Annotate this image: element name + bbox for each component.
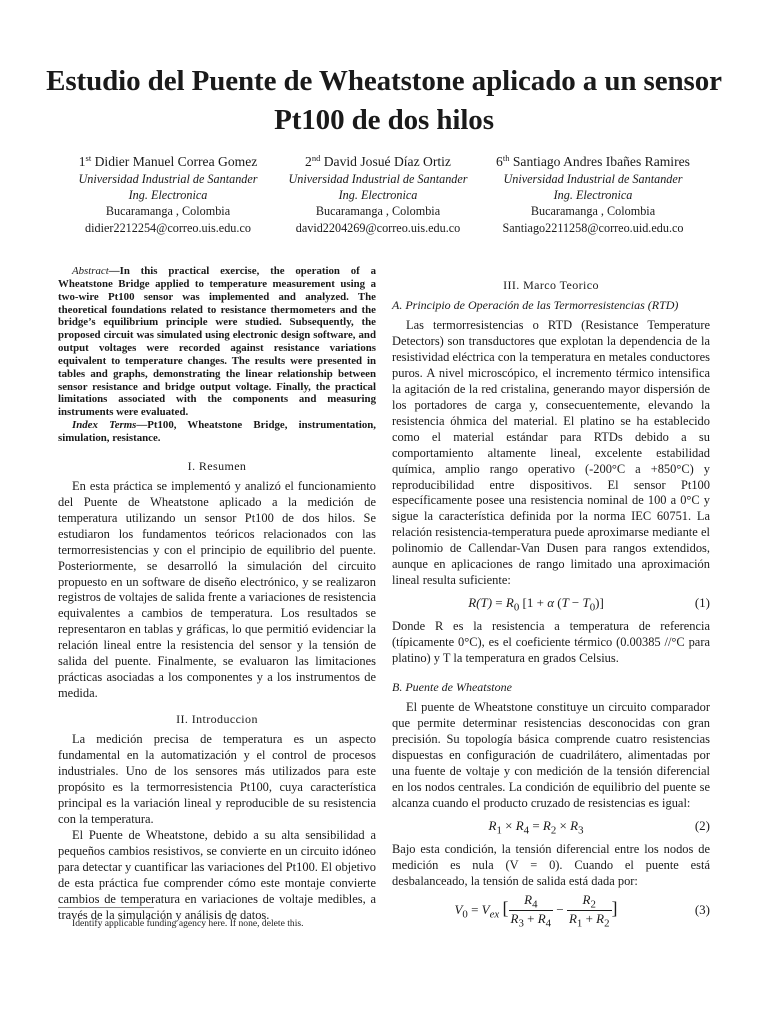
right-column [392,265,710,934]
resumen-paragraph: En esta práctica se implementó y analizó el funcionamiento del Puente de Wheatstone aplicado a la medición de temperatura utilizando un sensor Pt100 de dos hilos. Se estudiaron los fundamentos teóricos relacionados con las termorresistencias y con el principio de equilibrio del puente. Posteriormente, se desarrolló la simulación del circuito propuesto en un software de diseño electrónico, y se realizaron registros de voltajes de salida frente a variaciones de resistencia equivalentes a cambios de temperatura. Los resultados se representaron en tablas y gráficas, lo que permitió evidenciar la relación lineal entre la resistencia del sensor y la tensión de salida del puente. Finalmente, se evaluaron las limitaciones prácticas asociadas a los componentes y a los instrumentos de medida. [58,478,376,701]
author-location: Bucaramanga , Colombia [530,204,656,219]
equation-2-number: (2) [694,817,710,833]
author-2 [268,153,488,236]
author-department: Ing. Electronica [553,188,633,203]
author-name [268,153,488,171]
wheatstone-unbalanced: Bajo esta condición, la tensión diferencial entre los nodos de medición es nula (V = 0). Cuando el puente está desbalanceado, la tensión de salida está dada por: [392,841,710,888]
index-terms [58,419,376,445]
equation-1-number: (1) [694,595,710,611]
equation-3-formula: $V_0 = V_{ex}$ [ $\frac{R_4}{R_3 + R_4}$ − $\frac{R_2}{R_1 + R_2}$ ] [454,891,618,930]
introduccion-paragraph: La medición precisa de temperatura es un aspecto fundamental en la automatización y el control de procesos industriales. Uno de los sensores más utilizados para este propósito es la termorresistencia Pt100, cuya característica principal es la variación lineal y reproducible de su resistencia con la temperatura. [58,732,376,826]
section-heading-resumen: I. Resumen [187,458,247,473]
author-ordinal: 1 [78,154,86,169]
author-department: Ing. Electronica [338,188,418,203]
equation-1 [392,589,710,619]
author-affiliation: Universidad Industrial de Santander [288,172,468,186]
section-heading-marco: III. Marco Teorico [503,278,599,292]
author-location: Bucaramanga , Colombia [315,204,441,219]
wheatstone-paragraph: El puente de Wheatstone constituye un circuito comparador que permite determinar resistencias desconocidas con gran precisión. Su topología básica comprende cuatro resistencias dispuestas en configuración de cuadrilátero, alimentadas por una fuente de voltaje y con medición de la tensión diferencial en los nodos centrales. La condición de equilibrio del puente se alcanza cuando el producto cruzado de resistencias es igual: [392,700,710,810]
author-name [476,153,710,171]
author-email: david2204269@correo.uis.edu.co [295,220,461,235]
equation-2-formula: $R_1 \times R_4 = R_2 \times R_3$ [488,817,584,837]
author-affiliation: Universidad Industrial de Santander [503,172,683,186]
abstract-label: Abstract [72,265,109,277]
author-ordinal-suffix: nd [311,153,321,163]
author-ordinal: 2 [305,154,312,169]
author-affiliation: Universidad Industrial de Santander [78,172,258,186]
rtd-paragraph: Las termorresistencias o RTD (Resistance Temperature Detectors) son transductores que explotan la dependencia de la resistividad eléctrica con la temperatura en metales conductores puros. A nivel microscópico, el incremento térmico intensifica la agitación de la red cristalina, generando mayor dispersión de los portadores de carga y, consecuentemente, elevando la resistencia óhmica del material. El platino se ha establecido como el material estándar para RTDs debido a su comportamiento altamente lineal, excelente estabilidad química, amplio rango operativo (-200°C a +850°C) y reproducibilidad entre dispositivos. El sensor Pt100 específicamente posee una resistencia nominal de 100 a 0°C y sigue la característica definida por la norma IEC 60751. La relación resistencia-temperatura puede aproximarse mediante el polinomio de Callendar-Van Dusen para rangos extendidos, aunque en aplicaciones de rango limitado una aproximación lineal resulta suficiente: [392,318,710,588]
index-terms-label: Index Terms [72,419,137,432]
author-name [58,153,278,171]
author-1 [58,153,278,236]
author-location: Bucaramanga , Colombia [105,204,231,219]
equation-3 [392,890,710,934]
author-name-text: David Josué Díaz Ortiz [323,154,451,169]
author-ordinal-suffix: st [85,153,92,163]
author-name-text: Didier Manuel Correa Gomez [94,154,258,169]
equation-3-number: (3) [694,901,710,917]
footnote-rule [58,907,154,908]
left-column [58,265,376,924]
equation-1-formula: $R(T) = R_0$ [1 + α $(T - T_0)$] [468,595,604,614]
index-terms-text: —Pt100, Wheatstone Bridge, instrumentation, simulation, resistance. [58,419,376,444]
author-name-text: Santiago Andres Ibañes Ramires [512,154,690,169]
section-heading-introduccion: II. Introduccion [176,712,258,727]
author-department: Ing. Electronica [128,188,208,203]
subsection-heading-rtd: A. Principio de Operación de las Termorresistencias (RTD) [392,298,679,312]
paper-title: Estudio del Puente de Wheatstone aplicado a un sensor Pt100 de dos hilos [46,65,722,136]
author-block [58,153,710,243]
author-email: didier2212254@correo.uis.edu.co [85,220,251,235]
introduccion-paragraph: El Puente de Wheatstone, debido a su alta sensibilidad a pequeños cambios resistivos, se convierte en un circuito idóneo para detectar y cuantificar las variaciones del Pt100. El objetivo de esta práctica fue comprender cómo este montaje convierte cambios de temperatura en variaciones de voltaje medibles, a través de la simulación y análisis de datos. [58,827,376,922]
abstract-text: —In this practical exercise, the operation of a Wheatstone Bridge applied to temperature measurement using a two-wire Pt100 sensor was implemented and analyzed. The theoretical foundations related to resistance thermometers and the bridge’s equilibrium principle were studied. Subsequently, the proposed circuit was simulated using electronic design software, and output voltages were recorded against resistance variations equivalent to temperature changes. The results were presented in tables and graphs, demonstrating the linear relationship between sensor resistance and bridge output voltage. Finally, the practical limitations associated with the components and measuring instruments were evaluated. [58,265,376,419]
rtd-explanation: Donde R es la resistencia a temperatura de referencia (típicamente 0°C), es el coeficiente térmico (0.00385 //°C para platino) y T la temperatura en grados Celsius. [392,619,710,666]
funding-footnote: Identify applicable funding agency here. If none, delete this. [72,918,304,929]
author-ordinal: 6 [496,154,503,169]
abstract [58,265,376,419]
subsection-heading-wheatstone: B. Puente de Wheatstone [392,680,512,695]
author-ordinal-suffix: th [502,153,510,163]
equation-2 [392,812,710,842]
author-email: Santiago2211258@correo.uid.edu.co [502,220,684,235]
author-3 [476,153,710,236]
